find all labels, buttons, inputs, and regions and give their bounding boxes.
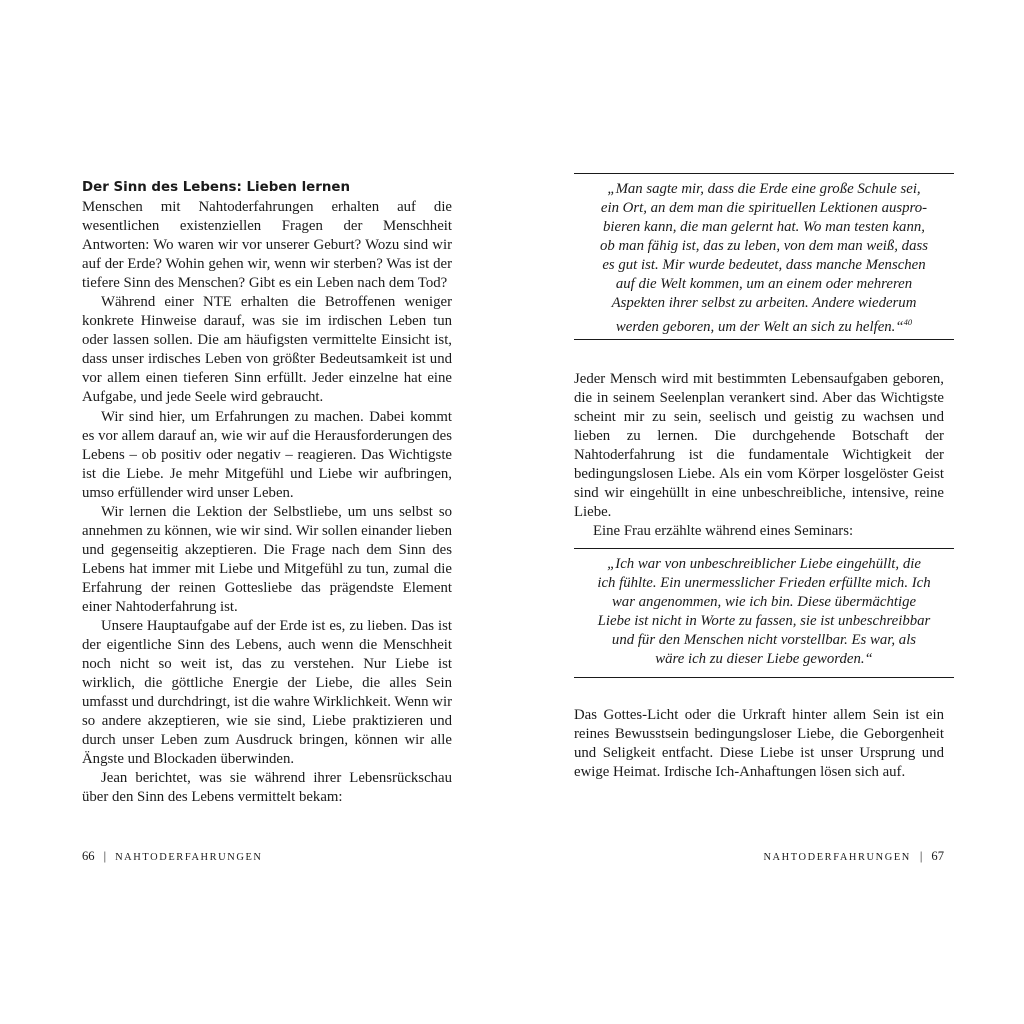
- footer-separator: |: [919, 849, 923, 863]
- paragraph: Jean berichtet, was sie während ihrer Lebensrückschau über den Sinn des Lebens vermittelt bekam:: [82, 770, 452, 806]
- quote-line: ein Ort, an dem man die spirituellen Lektionen auspro-: [600, 200, 928, 217]
- paragraph: Unsere Hauptaufgabe auf der Erde ist es, zu lieben. Das ist der eigentliche Sinn des Lebens, auch wenn die Menschheit noch nicht so weit ist, das zu verstehen. Nur Liebe ist wirklich, die göttliche Energie der Liebe, die alles Sein umfasst und durchdringt, ist die wahre Wirklichkeit. Wenn wir so andere akzeptieren, wie sie sind, Liebe praktizieren und durch unser Leben zum Ausdruck bringen, können wir alle Ängste und Blockaden überwinden.: [82, 618, 452, 768]
- quote-line: auf die Welt kommen, um an einem oder mehreren: [615, 276, 913, 293]
- right-body-text: [574, 370, 944, 541]
- paragraph: Wir sind hier, um Erfahrungen zu machen. Dabei kommt es vor allem darauf an, wie wir auf die Herausforderungen des Lebens – ob positiv oder negativ – reagieren. Das Wichtigste ist die Liebe. Je mehr Mitgefühl und Liebe wir aufbringen, umso erfüllender wird unser Leben.: [82, 408, 452, 501]
- quote-line: Aspekten ihrer selbst zu arbeiten. Andere wiederum: [611, 295, 917, 312]
- quote-line: es gut ist. Mir wurde bedeutet, dass manche Menschen: [602, 257, 926, 274]
- quote-line: „Man sagte mir, dass die Erde eine große Schule sei,: [607, 181, 921, 197]
- quote-text: [578, 555, 950, 669]
- paragraph: Wir lernen die Lektion der Selbstliebe, um uns selbst so annehmen zu können, wie wir sind. Wir sollen einander lieben und gegenseitig akzeptieren. Die Frage nach dem Sinn des Lebens hat immer mit Liebe und Mitgefühl zu tun, zumal die Erfahrung der reinen Gottesliebe das prägendste Element einer Nahtoderfahrung ist.: [82, 503, 452, 615]
- paragraph: Eine Frau erzählte während eines Seminars:: [593, 523, 854, 540]
- block-quote: [574, 173, 954, 340]
- paragraph: Menschen mit Nahtoderfahrungen erhalten auf die wesentlichen existenziellen Fragen der Menschheit Antworten: Wo waren wir vor unserer Geburt? Wozu sind wir auf der Erde? Wohin gehen wir, wenn wir sterben? Was ist der tiefere Sinn des Menschen? Gibt es ein Leben nach dem Tod?: [82, 199, 452, 292]
- quote-text: [578, 180, 950, 337]
- quote-line: werden geboren, um der Welt an sich zu helfen.“: [615, 319, 904, 336]
- paragraph: Jeder Mensch wird mit bestimmten Lebensaufgaben geboren, die in seinem Seelenplan verankert sind. Aber das Wichtigste scheint mir zu sein, seelisch und geistig zu wachsen und lieben zu lernen. Die durchgehende Botschaft der Nahtoderfahrung ist die fundamentale Wichtigkeit der bedingungslosen Liebe. Als ein vom Körper losgelöster Geist sind wir eingehüllt in eine unbeschreibliche, intensive, reine Liebe.: [574, 371, 944, 521]
- footnote-marker: 40: [903, 317, 913, 328]
- left-footer: [82, 849, 263, 864]
- running-head: NAHTODERFAHRUNGEN: [763, 852, 911, 863]
- right-page: [512, 0, 1024, 1024]
- paragraph: Das Gottes-Licht oder die Urkraft hinter allem Sein ist ein reines Bewusstsein bedingungsloser Liebe, die Geborgenheit und Seligkeit entfacht. Diese Liebe ist unser Ursprung und ewige Heimat. Irdische Ich-Anhaftungen lösen sich auf.: [574, 707, 944, 781]
- quote-line: bieren kann, die man gelernt hat. Wo man testen kann,: [603, 219, 925, 236]
- paragraph: Während einer NTE erhalten die Betroffenen weniger konkrete Hinweise darauf, was sie im irdischen Leben tun oder lassen sollen. Die am häufigsten vermittelte Einsicht ist, dass unser irdisches Leben von größter Bedeutsamkeit ist und vor allem einen tieferen Sinn erfüllt. Jeder einzelne hat eine Aufgabe, und jede Seele wird gebraucht.: [82, 294, 452, 406]
- page-number: 67: [931, 849, 944, 863]
- running-head: NAHTODERFAHRUNGEN: [115, 852, 263, 863]
- quote-line: ich fühlte. Ein unermesslicher Frieden erfüllte mich. Ich: [597, 575, 931, 592]
- right-footer: [763, 849, 944, 864]
- footer-separator: |: [103, 849, 107, 863]
- quote-line: „Ich war von unbeschreiblicher Liebe eingehüllt, die: [607, 556, 921, 572]
- quote-line: und für den Menschen nicht vorstellbar. Es war, als: [611, 632, 917, 649]
- section-heading: Der Sinn des Lebens: Lieben lernen: [82, 180, 351, 195]
- left-body-text: [82, 198, 452, 808]
- quote-line: Liebe ist nicht in Worte zu fassen, sie ist unbeschreibbar: [597, 613, 931, 630]
- quote-line: wäre ich zu dieser Liebe geworden.“: [655, 651, 873, 668]
- quote-line: war angenommen, wie ich bin. Diese übermächtige: [611, 594, 917, 611]
- page-number: 66: [82, 849, 95, 863]
- right-body-text: [574, 706, 944, 782]
- block-quote: [574, 548, 954, 678]
- quote-line: ob man fähig ist, das zu leben, von dem man weiß, dass: [600, 238, 928, 255]
